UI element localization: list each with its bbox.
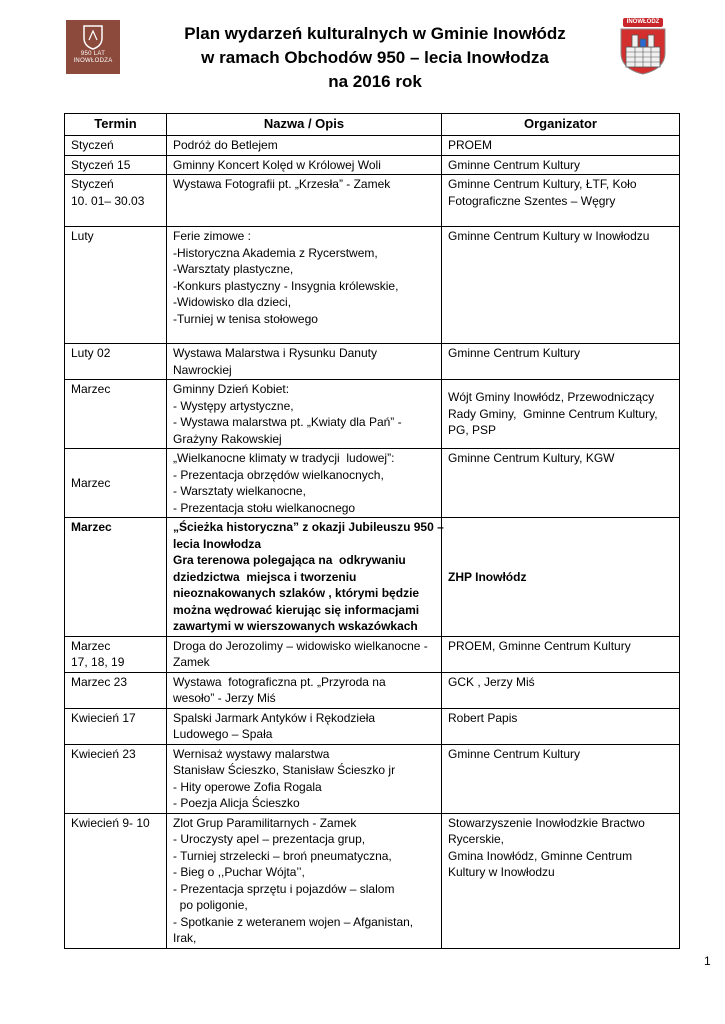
table-row — [65, 380, 680, 449]
title-line-2: w ramach Obchodów 950 – lecia Inowłodza — [201, 48, 549, 67]
header-organizator: Organizator — [442, 114, 680, 136]
termin-line: Marzec — [71, 382, 111, 396]
organizator-line: Stowarzyszenie Inowłodzkie Bractwo — [448, 815, 645, 830]
opis-line: Podróż do Betlejem — [173, 138, 278, 152]
cell-termin — [65, 518, 167, 637]
table-row — [65, 518, 680, 637]
cell-opis — [167, 672, 442, 708]
opis-line: po poligonie, — [173, 898, 248, 912]
cell-organizator — [442, 449, 680, 518]
table-row — [65, 175, 680, 227]
opis-line: nieoznakowanych szlaków , którymi będzie — [173, 586, 420, 600]
cell-opis — [167, 380, 442, 449]
opis-line: Nawrockiej — [173, 362, 232, 377]
cell-organizator — [442, 518, 680, 637]
cell-opis — [167, 744, 442, 813]
opis-line: -Turniej w tenisa stołowego — [173, 311, 318, 326]
table-row — [65, 449, 680, 518]
cell-opis — [167, 344, 442, 380]
table-row — [65, 813, 680, 948]
opis-line: lecia Inowłodza — [173, 536, 262, 551]
header-termin: Termin — [65, 114, 167, 136]
termin-line: Styczeń — [71, 177, 114, 191]
table-row — [65, 136, 680, 156]
opis-line: Zlot Grup Paramilitarnych - Zamek — [173, 815, 357, 830]
table-row — [65, 155, 680, 175]
cell-organizator — [442, 708, 680, 744]
opis-line: - Poezja Alicja Ścieszko — [173, 796, 300, 810]
cell-termin — [65, 175, 167, 227]
termin-line: Marzec — [71, 638, 111, 653]
cell-organizator — [442, 227, 680, 344]
opis-line: - Warsztaty wielkanocne, — [173, 484, 306, 498]
opis-line: - Występy artystyczne, — [173, 398, 294, 413]
opis-line: -Widowisko dla dzieci, — [173, 295, 292, 309]
table-row — [65, 672, 680, 708]
title-line-1: Plan wydarzeń kulturalnych w Gminie Inowłódz — [184, 24, 566, 43]
organizator-line: Gminne Centrum Kultury, ŁTF, Koło — [448, 177, 637, 191]
cell-opis — [167, 518, 442, 637]
cell-opis — [167, 636, 442, 672]
cell-organizator — [442, 672, 680, 708]
opis-line: Wystawa fotograficzna pt. „Przyroda na — [173, 674, 386, 689]
opis-line: zawartymi w wierszowanych wskazówkach — [173, 619, 418, 633]
opis-line: wesoło” - Jerzy Miś — [173, 691, 276, 705]
organizator-line: Gminne Centrum Kultury, KGW — [448, 451, 615, 465]
opis-line: - Prezentacja sprzętu i pojazdów – slalom — [173, 881, 395, 896]
organizator-line: PG, PSP — [448, 423, 497, 438]
cell-organizator — [442, 136, 680, 156]
opis-line: Wystawa Fotografii pt. „Krzesła” - Zamek — [173, 177, 391, 191]
termin-line: Marzec 23 — [71, 674, 128, 689]
cell-opis — [167, 813, 442, 948]
opis-line: Ferie zimowe : — [173, 229, 252, 243]
cell-organizator — [442, 744, 680, 813]
coat-of-arms-icon — [618, 27, 668, 75]
cell-organizator — [442, 813, 680, 948]
opis-line: -Warsztaty plastyczne, — [173, 262, 294, 276]
termin-line: Kwiecień 23 — [71, 746, 136, 761]
cell-opis — [167, 227, 442, 344]
organizator-line: Gminne Centrum Kultury — [448, 346, 581, 360]
logo-line-1: 950 LAT — [80, 51, 106, 57]
header-nazwa-opis: Nazwa / Opis — [167, 114, 442, 136]
organizator-line: ZHP Inowłódz — [448, 569, 527, 584]
opis-line: Wernisaż wystawy malarstwa — [173, 746, 330, 761]
organizator-line: PROEM, Gminne Centrum Kultury — [448, 638, 631, 653]
opis-line: Ludowego – Spała — [173, 727, 273, 741]
cell-organizator — [442, 175, 680, 227]
cell-organizator — [442, 344, 680, 380]
organizator-line: Rady Gminy, Gminne Centrum Kultury, — [448, 406, 658, 421]
termin-line: Marzec — [71, 520, 112, 534]
page-number: 1 — [704, 954, 711, 968]
opis-line: Droga do Jerozolimy – widowisko wielkanocne - — [173, 638, 428, 653]
opis-line: Spalski Jarmark Antyków i Rękodzieła — [173, 710, 376, 725]
opis-line: - Prezentacja obrzędów wielkanocnych, — [173, 467, 384, 482]
cell-termin — [65, 813, 167, 948]
cell-organizator — [442, 155, 680, 175]
table-row — [65, 744, 680, 813]
cell-opis — [167, 449, 442, 518]
events-table — [64, 113, 680, 949]
table-row — [65, 708, 680, 744]
opis-line: Zamek — [173, 655, 210, 669]
table-body — [65, 136, 680, 949]
table-row — [65, 227, 680, 344]
opis-line: - Turniej strzelecki – broń pneumatyczna, — [173, 848, 392, 863]
shield-icon — [82, 24, 104, 50]
termin-line: 17, 18, 19 — [71, 655, 125, 669]
cell-opis — [167, 136, 442, 156]
organizator-line: PROEM — [448, 138, 493, 152]
coat-of-arms-caption: INOWŁÓDZ — [623, 18, 663, 27]
opis-line: Gra terenowa polegająca na odkrywaniu — [173, 553, 406, 567]
opis-line: - Hity operowe Zofia Rogala — [173, 779, 322, 794]
cell-opis — [167, 175, 442, 227]
opis-line: można wędrować kierując się informacjami — [173, 602, 420, 617]
page-title — [150, 22, 600, 94]
cell-organizator — [442, 380, 680, 449]
opis-line: Grażyny Rakowskiej — [173, 431, 282, 446]
opis-line: Wystawa Malarstwa i Rysunku Danuty — [173, 346, 377, 360]
organizator-line: Gminne Centrum Kultury — [448, 157, 581, 172]
opis-line: Gminny Koncert Kolęd w Królowej Woli — [173, 157, 381, 172]
opis-line: -Historyczna Akademia z Rycerstwem, — [173, 245, 378, 260]
opis-line: - Bieg o ,,Puchar Wójta’’, — [173, 865, 305, 879]
logo-line-2: INOWŁODZA — [73, 58, 113, 64]
opis-line: - Spotkanie z weteranem wojen – Afganistan, — [173, 914, 414, 929]
organizator-line: Gminne Centrum Kultury — [448, 746, 581, 761]
opis-line: Irak, — [173, 931, 197, 945]
cell-termin — [65, 708, 167, 744]
termin-line: Styczeń — [71, 138, 114, 152]
organizator-line: Rycerskie, — [448, 832, 505, 846]
opis-line: - Wystawa malarstwa pt. „Kwiaty dla Pań” - — [173, 415, 402, 429]
logo-950-lat — [66, 20, 120, 74]
termin-line: Marzec — [71, 475, 111, 490]
organizator-line: Robert Papis — [448, 710, 518, 725]
opis-line: -Konkurs plastyczny - Insygnia królewskie, — [173, 278, 399, 293]
table-row — [65, 344, 680, 380]
cell-termin — [65, 227, 167, 344]
termin-line: Luty — [71, 229, 94, 243]
organizator-line: GCK , Jerzy Miś — [448, 674, 535, 689]
cell-termin — [65, 344, 167, 380]
coat-of-arms — [616, 18, 670, 78]
cell-termin — [65, 744, 167, 813]
organizator-line: Kultury w Inowłodzu — [448, 865, 555, 879]
termin-line: Kwiecień 9- 10 — [71, 815, 150, 830]
organizator-line: Gminne Centrum Kultury w Inowłodzu — [448, 229, 650, 243]
organizator-line: Wójt Gminy Inowłódz, Przewodniczący — [448, 390, 655, 405]
opis-line: „Ścieżka historyczna” z okazji Jubileuszu 950 – — [173, 520, 444, 534]
cell-termin — [65, 380, 167, 449]
termin-line: Styczeń 15 — [71, 157, 131, 172]
opis-line: dziedzictwa miejsca i tworzeniu — [173, 569, 357, 584]
opis-line: - Uroczysty apel – prezentacja grup, — [173, 832, 366, 846]
cell-opis — [167, 708, 442, 744]
cell-termin — [65, 636, 167, 672]
opis-line: Stanisław Ścieszko, Stanisław Ścieszko jr — [173, 763, 396, 777]
cell-opis — [167, 155, 442, 175]
cell-organizator — [442, 636, 680, 672]
cell-termin — [65, 155, 167, 175]
table-row — [65, 636, 680, 672]
table-header-row — [65, 114, 680, 136]
title-line-3: na 2016 rok — [328, 72, 422, 91]
opis-line: Gminny Dzień Kobiet: — [173, 382, 290, 396]
organizator-line: Gmina Inowłódz, Gminne Centrum — [448, 848, 633, 863]
organizator-line: Fotograficzne Szentes – Węgry — [448, 193, 616, 208]
termin-line: Luty 02 — [71, 346, 111, 360]
termin-line: 10. 01– 30.03 — [71, 193, 145, 208]
cell-termin — [65, 449, 167, 518]
termin-line: Kwiecień 17 — [71, 710, 136, 725]
opis-line: „Wielkanocne klimaty w tradycji ludowej”: — [173, 451, 395, 465]
opis-line: - Prezentacja stołu wielkanocnego — [173, 500, 356, 515]
cell-termin — [65, 672, 167, 708]
cell-termin — [65, 136, 167, 156]
